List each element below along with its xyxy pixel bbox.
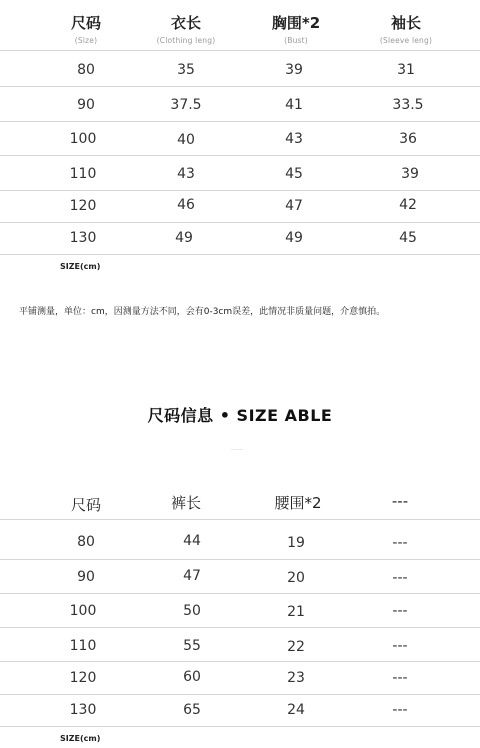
- cell-bust: 47: [285, 198, 303, 214]
- cell-pants-length: 65: [183, 702, 201, 718]
- cell-extra: ---: [392, 670, 408, 686]
- cell-sleeve-length: 45: [399, 230, 417, 246]
- cell-sleeve-length: 36: [399, 131, 417, 147]
- header-size: 尺码: [70, 496, 101, 514]
- header-bust-sub: (Bust): [284, 36, 308, 45]
- cell-extra: ---: [392, 603, 408, 619]
- cell-bust: 45: [285, 166, 303, 182]
- cell-extra: ---: [392, 535, 408, 551]
- cell-pants-length: 50: [183, 603, 201, 619]
- table2-divider: [0, 519, 480, 520]
- cell-size: 90: [77, 569, 95, 585]
- header-sleeve-length: 袖长: [390, 14, 421, 32]
- cell-pants-length: 44: [183, 533, 201, 549]
- header-pants-length: 裤长: [170, 494, 201, 512]
- cell-sleeve-length: 31: [397, 62, 415, 78]
- cell-bust: 49: [285, 230, 303, 246]
- table1-divider: [0, 190, 480, 191]
- cell-size: 80: [77, 534, 95, 550]
- table1-divider: [0, 50, 480, 51]
- cell-size: 130: [69, 702, 97, 718]
- header-clothing-length: 衣长: [170, 14, 201, 32]
- cell-waist: 24: [287, 702, 305, 718]
- table2-divider: [0, 661, 480, 662]
- title-divider: [231, 449, 243, 450]
- cell-clothing-length: 43: [177, 166, 195, 182]
- table2-divider: [0, 726, 480, 727]
- cell-clothing-length: 35: [177, 62, 195, 78]
- cell-size: 120: [69, 670, 97, 686]
- cell-bust: 39: [285, 62, 303, 78]
- cell-size: 100: [69, 603, 97, 619]
- cell-bust: 41: [285, 97, 303, 113]
- cell-sleeve-length: 39: [401, 166, 419, 182]
- cell-sleeve-length: 42: [399, 197, 417, 213]
- cell-waist: 21: [287, 604, 305, 620]
- header-clothing-length-sub: (Clothing leng): [156, 36, 216, 45]
- section-title: 尺码信息 • SIZE ABLE: [147, 406, 333, 425]
- cell-extra: ---: [392, 570, 408, 586]
- cell-waist: 19: [287, 535, 305, 551]
- header-extra: ---: [391, 492, 409, 510]
- cell-clothing-length: 49: [175, 230, 193, 246]
- cell-clothing-length: 46: [177, 197, 195, 213]
- cell-size: 110: [69, 638, 97, 654]
- table2-divider: [0, 627, 480, 628]
- cell-size: 110: [69, 166, 97, 182]
- table2-divider: [0, 593, 480, 594]
- cell-extra: ---: [392, 638, 408, 654]
- unit-label: SIZE(cm): [60, 262, 101, 271]
- cell-size: 90: [77, 97, 95, 113]
- table1-divider: [0, 86, 480, 87]
- cell-size: 80: [77, 62, 95, 78]
- cell-waist: 20: [287, 570, 305, 586]
- header-size: 尺码: [70, 14, 101, 32]
- cell-clothing-length: 37.5: [170, 97, 202, 113]
- table1-divider: [0, 254, 480, 255]
- table1-divider: [0, 222, 480, 223]
- table2-divider: [0, 559, 480, 560]
- header-waist: 腰围*2: [274, 494, 322, 512]
- header-sleeve-length-sub: (Sleeve leng): [379, 36, 433, 45]
- cell-waist: 22: [287, 639, 305, 655]
- cell-waist: 23: [287, 670, 305, 686]
- cell-size: 120: [69, 198, 97, 214]
- table1-divider: [0, 155, 480, 156]
- table2-divider: [0, 694, 480, 695]
- unit-label: SIZE(cm): [60, 734, 101, 743]
- header-bust: 胸围*2: [271, 14, 321, 32]
- measurement-note: 平铺测量，单位：cm，因测量方法不同，会有0-3cm误差，此情况非质量问题，介意慎拍。: [19, 307, 386, 317]
- cell-pants-length: 60: [183, 669, 201, 685]
- header-size-sub: (Size): [74, 36, 98, 45]
- cell-bust: 43: [285, 131, 303, 147]
- cell-clothing-length: 40: [177, 132, 195, 148]
- cell-size: 130: [69, 230, 97, 246]
- cell-extra: ---: [392, 702, 408, 718]
- cell-pants-length: 47: [183, 568, 201, 584]
- table1-divider: [0, 121, 480, 122]
- cell-size: 100: [69, 131, 97, 147]
- cell-sleeve-length: 33.5: [392, 97, 424, 113]
- cell-pants-length: 55: [183, 638, 201, 654]
